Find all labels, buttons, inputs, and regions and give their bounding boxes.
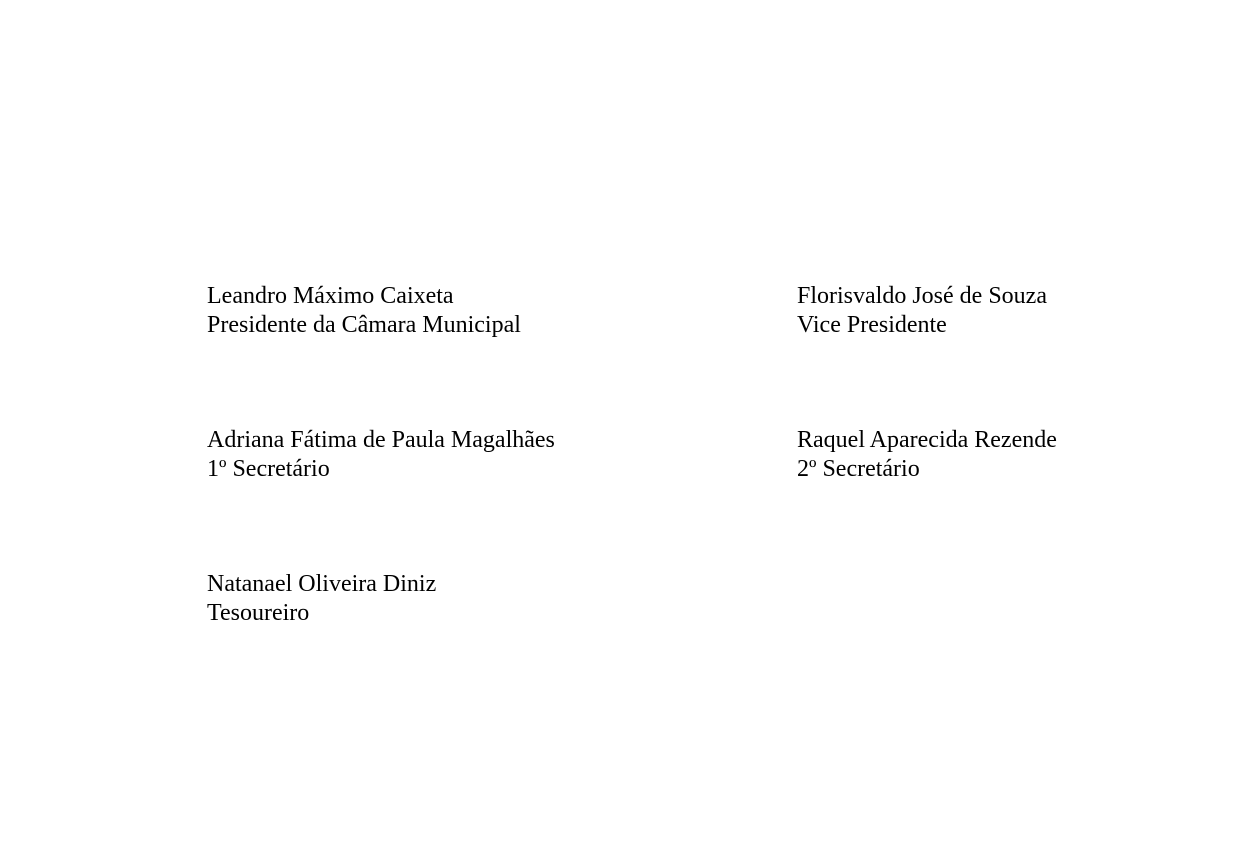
signatory-name: Adriana Fátima de Paula Magalhães bbox=[207, 427, 555, 453]
signatory-name: Florisvaldo José de Souza bbox=[797, 283, 1047, 309]
signatory-name: Leandro Máximo Caixeta bbox=[207, 283, 454, 309]
signatory-name: Natanael Oliveira Diniz bbox=[207, 571, 437, 597]
signatory-role: Tesoureiro bbox=[207, 600, 310, 626]
signature-block-vice-president bbox=[797, 282, 1047, 340]
signatory-role: Vice Presidente bbox=[797, 312, 947, 338]
signatory-role: 1º Secretário bbox=[207, 456, 330, 482]
signature-block-first-secretary bbox=[207, 426, 555, 484]
signature-block-second-secretary bbox=[797, 426, 1057, 484]
signature-block-treasurer bbox=[207, 570, 436, 628]
signatory-role: 2º Secretário bbox=[797, 456, 920, 482]
signatory-role: Presidente da Câmara Municipal bbox=[207, 312, 521, 338]
signature-block-president bbox=[207, 282, 521, 340]
signatory-name: Raquel Aparecida Rezende bbox=[797, 427, 1057, 453]
